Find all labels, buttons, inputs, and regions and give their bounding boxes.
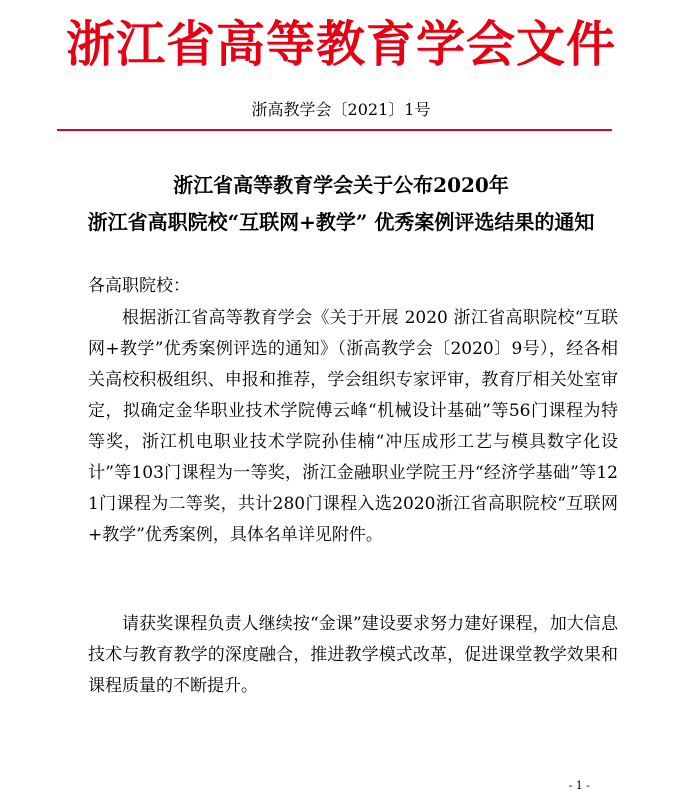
body-paragraph-2: 请获奖课程负责人继续按“金课”建设要求努力建好课程，加大信息技术与教育教学的深度融合，推进教学模式改革，促进课堂教学效果和课程质量的不断提升。 bbox=[88, 614, 618, 696]
notice-title-line-2: 浙江省高职院校“互联网+教学” 优秀案例评选结果的通知 bbox=[87, 210, 595, 234]
page-number: - 1 - bbox=[568, 779, 590, 792]
document-number: 浙高教学会〔2021〕1号 bbox=[251, 100, 431, 119]
notice-title-line-1: 浙江省高等教育学会关于公布2020年 bbox=[173, 173, 509, 197]
salutation: 各高职院校： bbox=[88, 276, 190, 296]
red-divider-line bbox=[57, 129, 612, 131]
body-paragraph-1: 根据浙江省高等教育学会《关于开展 2020 浙江省高职院校“互联网+教学”优秀案例评选的通知》（浙高教学会〔2020〕9号），经各相关高校积极组织、申报和推荐，学会组织专家评审，教育厅相关处室审定，拟确定金华职业技术学院傅云峰“机械设计基础”等56门课程为特等奖，浙江机电职业技术学院孙佳楠“冲压成形工艺与模具数字化设计”等103门课程为一等奖，浙江金融职业学院王丹“经济学基础”等121门课程为二等奖，共计280门课程入选2020浙江省高职院校“互联网+教学”优秀案例，具体名单详见附件。 bbox=[88, 308, 618, 545]
document-header-title: 浙江省高等教育学会文件 bbox=[65, 15, 616, 73]
